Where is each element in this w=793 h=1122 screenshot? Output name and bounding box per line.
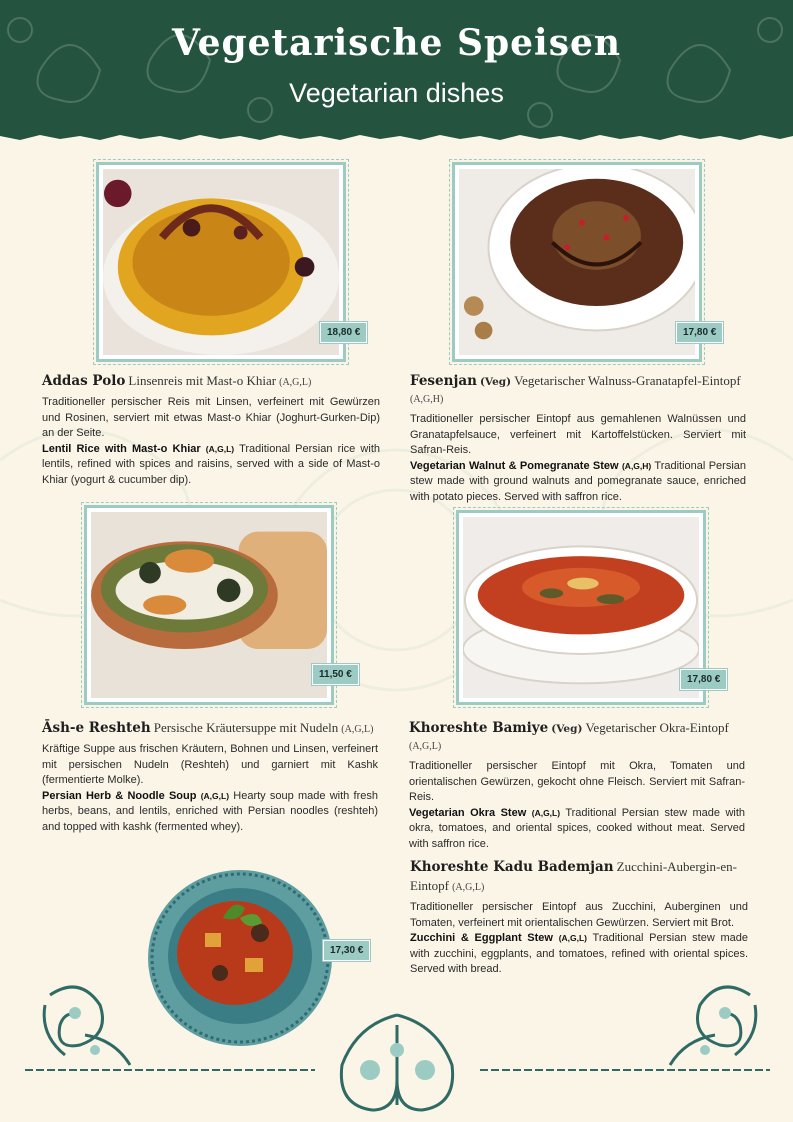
english-allergens: (A,G,L) — [558, 933, 588, 943]
description-en: Traditional Persian stew made with ground walnuts and pomegranate sauce, enriched with potato pieces. Served with saffron rice. — [410, 459, 747, 503]
dish-subtitle: Linsenreis mit Mast-o Khiar — [128, 373, 277, 388]
english-allergens: (A,G,L) — [200, 790, 230, 801]
english-allergens: (A,G,H) — [621, 460, 652, 471]
dish-addas-polo — [42, 372, 380, 488]
description-de: Kräftige Suppe aus frischen Kräutern, Bohnen und Linsen, verfeinert mit persischen Nudeln (Reshteh) und garniert mit Kashk (fermentierte Molke). — [42, 743, 378, 786]
english-name: Vegetarian Walnut & Pomegranate Stew — [410, 459, 619, 472]
dish-subtitle: Vegetarischer Okra-Eintopf — [585, 720, 729, 735]
dish-allergens: (A,G,H) — [410, 394, 444, 405]
price-badge: 18,80 € — [320, 322, 367, 343]
dish-allergens: (A,G,L) — [341, 724, 374, 735]
dish-khoreshte-bamiye — [409, 719, 745, 852]
veg-label: (Veg) — [479, 376, 512, 388]
dish-photo-ash-e-reshteh — [84, 505, 334, 705]
page-header — [0, 0, 793, 135]
dish-name: Addas Polo — [42, 373, 126, 389]
center-paisley-ornament — [325, 1005, 470, 1117]
dish-photo-kadu-bademjan — [145, 863, 335, 1048]
dish-allergens: (A,G,L) — [279, 377, 312, 388]
dish-subtitle: Persische Kräutersuppe mit Nudeln — [153, 720, 339, 735]
dish-allergens: (A,G,L) — [452, 882, 485, 893]
price-badge: 11,50 € — [312, 664, 359, 685]
dish-kadu-bademjan — [410, 858, 748, 978]
dish-subtitle: Zucchini-Aubergin-en-Eintopf — [410, 859, 737, 893]
dish-photo-khoreshte-bamiye — [456, 510, 706, 705]
price-badge: 17,80 € — [680, 669, 727, 690]
dish-fesenjan — [410, 372, 746, 505]
dish-subtitle: Vegetarischer Walnuss-Granatapfel-Eintopf — [514, 373, 741, 388]
page-subtitle: Vegetarian dishes — [289, 78, 504, 108]
dish-name: Fesenjan — [410, 373, 477, 389]
english-name: Lentil Rice with Mast-o Khiar — [42, 442, 201, 455]
price-badge: 17,80 € — [676, 322, 723, 343]
english-allergens: (A,G,L) — [205, 443, 235, 454]
description-de: Traditioneller persischer Eintopf mit Okra, Tomaten und orientalischen Gewürzen, gekocht ohne Fleisch. Serviert mit Safran-Reis. — [409, 760, 745, 803]
description-en: Traditional Persian stew made with zucchini, eggplants, and tomatoes, refined with oriental spices. Served with bread. — [410, 932, 748, 975]
left-paisley-ornament — [35, 975, 140, 1070]
dish-allergens: (A,G,L) — [409, 741, 442, 752]
dish-name: Khoreshte Bamiye — [409, 720, 549, 736]
dish-name: Khoreshte Kadu Bademjan — [410, 859, 614, 875]
dish-photo-fesenjan — [452, 162, 702, 362]
dish-ash-e-reshteh — [42, 719, 378, 835]
dish-name: Āsh-e Reshteh — [42, 720, 151, 736]
description-de: Traditioneller persischer Reis mit Linsen, verfeinert mit Gewürzen und Rosinen, serviert mit etwas Mast-o Khiar (Joghurt-Gurken-Dip) an der Seite. — [42, 396, 380, 439]
english-allergens: (A,G,L) — [531, 807, 561, 818]
english-name: Persian Herb & Noodle Soup — [42, 789, 197, 802]
description-en: Traditional Persian rice with lentils, refined with spices and raisins, served with a side of Mast-o Khiar (yogurt & cucumber dip). — [42, 442, 380, 486]
veg-label: (Veg) — [551, 723, 583, 735]
page-title: Vegetarische Speisen — [171, 22, 622, 64]
dish-photo-addas-polo — [96, 162, 346, 362]
description-en: Traditional Persian stew made with okra, tomatoes, and oriental spices, cooked without meat. Served with saffron rice. — [409, 806, 746, 850]
price-badge: 17,30 € — [323, 940, 370, 961]
header-edge — [0, 132, 793, 144]
english-name: Zucchini & Eggplant Stew — [410, 932, 553, 944]
description-de: Traditioneller persischer Eintopf aus gemahlenen Walnüssen und Granatapfelsauce, verfeinert mit Kartoffelstücken. Serviert mit Safran-Reis. — [410, 413, 746, 456]
right-paisley-ornament — [660, 975, 765, 1070]
description-en: Hearty soup made with fresh herbs, beans, and lentils, enriched with Persian noodles (reshteh) and topped with kashk (fermented whey). — [42, 789, 378, 833]
english-name: Vegetarian Okra Stew — [409, 806, 527, 819]
description-de: Traditioneller persischer Eintopf aus Zucchini, Auberginen und Tomaten, verfeinert mit orientalischen Gewürzen. Serviert mit Brot. — [410, 901, 748, 929]
paisley-pattern — [0, 0, 793, 135]
